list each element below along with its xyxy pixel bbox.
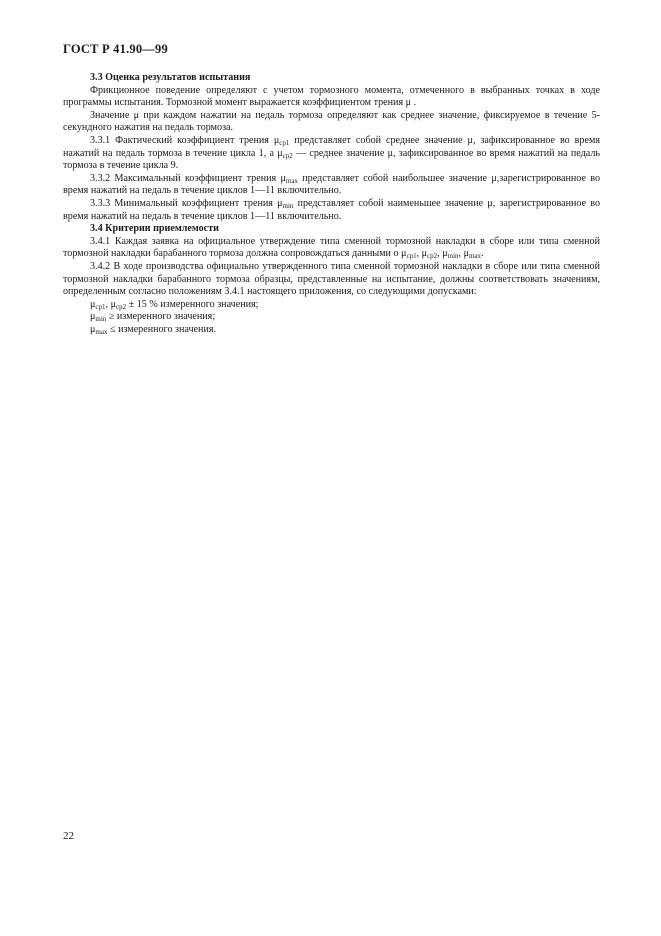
text-segment: , μ <box>458 248 469 260</box>
section-3-4-heading: 3.4 Критерии приемлемости <box>90 223 219 235</box>
text-segment: 3.3.1 Фактический коэффициент трения μ <box>90 134 280 146</box>
text-segment: 3.3.3 Минимальный коэффициент трения μ <box>90 197 283 209</box>
subscript: min <box>282 201 294 210</box>
paragraph-friction-behavior: Фрикционное поведение определяют с учетом тормозного момента, отмеченного в выбранных точках в ходе программы испытания. Тормозной момент выражается коэффициентом трения μ . <box>63 84 600 109</box>
text-segment: μ <box>90 323 96 335</box>
text-segment: представляет собой среднее значение μ, зафиксированное во время нажатий на педаль тормоза в течение цикла 1, а μ <box>63 134 600 159</box>
subscript: max <box>95 327 108 336</box>
text-segment: ± 15 % измеренного значения; <box>126 298 259 310</box>
text-segment: 3.4.1 Каждая заявка на официальное утверждение типа сменной тормозной накладки в сборе или типа сменной тормозной накладки барабанного тормоза должна сопровождаться данными о μ <box>63 235 600 260</box>
text-segment: ≥ измеренного значения; <box>106 311 216 323</box>
text-segment: , μ <box>416 248 428 260</box>
subscript: min <box>447 252 459 261</box>
paragraph-3-4-2: 3.4.2 В ходе производства официально утвержденного типа сменной тормозной накладки в сборе или типа сменной тормозной накладки барабанного тормоза образцы, представленные на испытание, должны соответствовать значениям, определенным согласно положениям 3.4.1 настоящего приложения, со следующими допусками: <box>63 260 600 298</box>
subscript: max <box>285 176 298 185</box>
subscript: min <box>95 315 107 324</box>
tolerance-mu-average <box>63 299 600 312</box>
paragraph-3-3-3 <box>63 198 600 223</box>
text-segment: , μ <box>437 248 448 260</box>
text-segment: , μ <box>105 298 116 310</box>
text-segment: — среднее значение μ, зафиксированное во время нажатий на педаль тормоза в течение цикла 9. <box>63 147 601 172</box>
paragraph-3-3-1 <box>63 135 600 173</box>
text-segment: μ <box>90 311 96 323</box>
subscript: ср1 <box>95 302 106 311</box>
paragraph-3-4-1 <box>63 236 600 261</box>
subscript: ср2 <box>282 151 293 160</box>
subscript: max <box>468 252 482 261</box>
document-code: ГОСТ Р 41.90—99 <box>63 42 168 56</box>
text-segment: . <box>481 248 484 260</box>
section-3-3-heading: 3.3 Оценка результатов испытания <box>90 72 251 83</box>
subscript: ср2 <box>116 302 127 311</box>
tolerance-mu-min <box>63 311 600 324</box>
text-segment: μ <box>90 298 96 310</box>
subscript: ср1 <box>406 252 417 261</box>
text-segment: ≤ измеренного значения. <box>107 323 217 335</box>
subscript: ср1 <box>279 138 290 147</box>
page-number: 22 <box>63 830 74 842</box>
subscript: ср2 <box>427 252 438 261</box>
text-segment: представляет собой наименьшее значение μ, зарегистрированное во время нажатий на педаль в течение циклов 1—11 включительно. <box>63 197 600 222</box>
text-segment: 3.3.2 Максимальный коэффициент трения μ <box>90 172 286 184</box>
paragraph-mu-value: Значение μ при каждом нажатии на педаль тормоза определяют как среднее значение, фиксируемое в течение 5-секундного нажатия на педаль тормоза. <box>63 109 600 134</box>
tolerance-mu-max <box>63 324 600 337</box>
paragraph-3-3-2 <box>63 173 600 198</box>
document-body <box>63 72 600 336</box>
text-segment: представляет собой наибольшее значение μ,зарегистрированное во время нажатий на педаль в течение циклов 1—11 включительно. <box>63 172 600 197</box>
